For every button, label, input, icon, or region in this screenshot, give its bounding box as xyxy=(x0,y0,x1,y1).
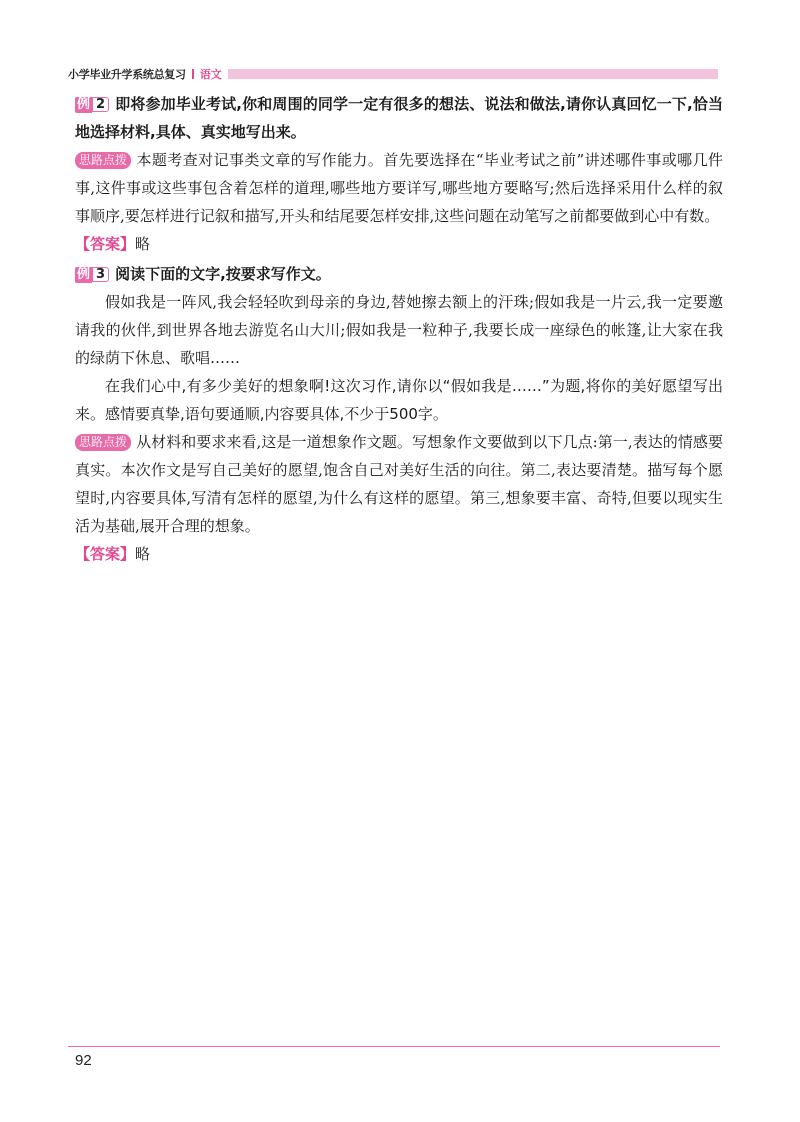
answer-text: 略 xyxy=(135,235,151,253)
example-2-answer xyxy=(75,230,723,258)
example-badge: 例 2 xyxy=(75,97,109,113)
example-2-question: 例 2 即将参加毕业考试,你和周围的同学一定有很多的想法、说法和做法,请你认真回忆一下,恰当地选择材料,具体、真实地写出来。 xyxy=(75,95,723,141)
page-header xyxy=(68,68,718,80)
footer-divider xyxy=(68,1046,720,1047)
header-band xyxy=(228,69,718,79)
tip-text: 从材料和要求来看,这是一道想象作文题。写想象作文要做到以下几点:第一,表达的情感要真实。本次作文是写自己美好的愿望,饱含自己对美好生活的向往。第二,表达要清楚。描写每个愿望时,内容要具体,写清有怎样的愿望,为什么有这样的愿望。第三,想象要丰富、奇特,但要以现实生活为基础,展开合理的想象。 xyxy=(75,433,723,535)
example-3-question: 例 3 阅读下面的文字,按要求写作文。 xyxy=(77,265,331,283)
example-badge: 例 3 xyxy=(75,267,109,283)
page-number: 92 xyxy=(75,1052,92,1069)
example-3-answer xyxy=(75,540,723,568)
answer-label: 【答案】 xyxy=(75,235,136,253)
example-2-tip xyxy=(75,146,723,230)
example-3-tip xyxy=(75,428,723,540)
tip-badge: 思路点拨 xyxy=(75,152,131,169)
book-title: 小学毕业升学系统总复习 xyxy=(68,68,186,81)
tip-badge: 思路点拨 xyxy=(75,434,131,451)
page-content xyxy=(75,90,723,568)
example-3-passage-2: 在我们心中,有多少美好的想象啊!这次习作,请你以“假如我是……”为题,将你的美好愿望写出来。感情要真挚,语句要通顺,内容要具体,不少于500字。 xyxy=(75,377,723,423)
subject-label: 语文 xyxy=(199,68,222,81)
answer-text: 略 xyxy=(135,545,151,563)
tip-text: 本题考查对记事类文章的写作能力。首先要选择在“毕业考试之前”讲述哪件事或哪几件事,这件事或这些事包含着怎样的道理,哪些地方要详写,哪些地方要略写;然后选择采用什么样的叙事顺序,要怎样进行记叙和描写,开头和结尾要怎样安排,这些问题在动笔写之前都要做到心中有数。 xyxy=(75,151,723,225)
header-separator xyxy=(192,69,194,79)
answer-label: 【答案】 xyxy=(75,545,136,563)
example-3-passage-1: 假如我是一阵风,我会轻轻吹到母亲的身边,替她擦去额上的汗珠;假如我是一片云,我一定要邀请我的伙伴,到世界各地去游览名山大川;假如我是一粒种子,我要长成一座绿色的帐篷,让大家在我的绿荫下休息、歌唱…… xyxy=(75,293,723,367)
